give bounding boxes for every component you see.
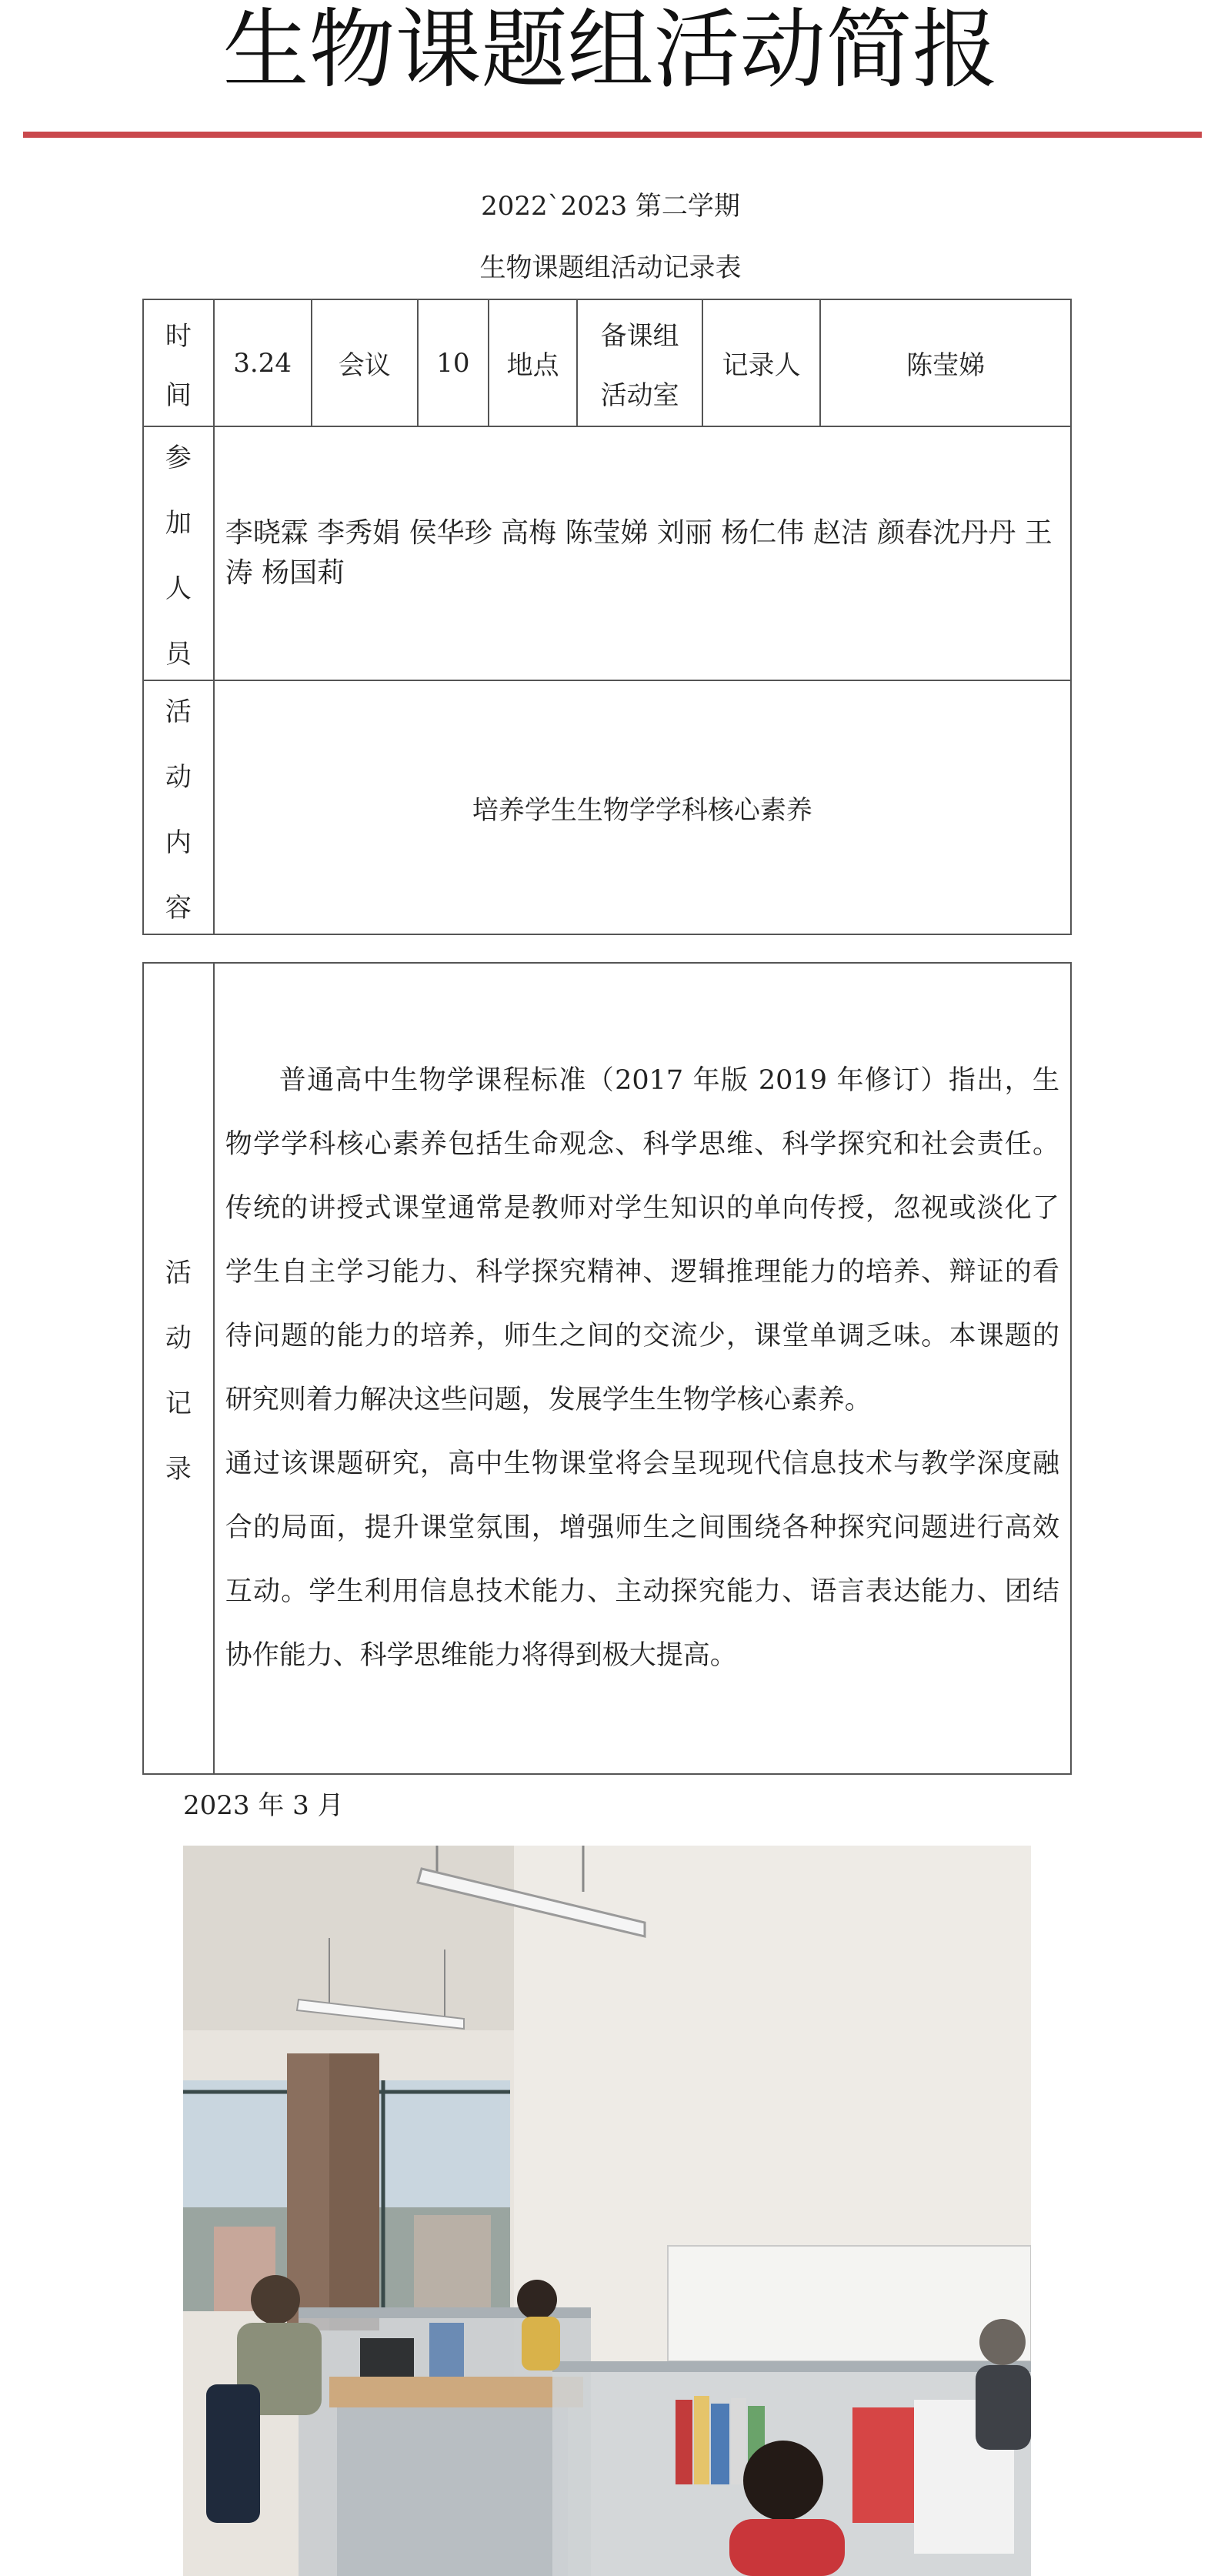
activity-record-row [143,963,1071,1774]
time-value: 3.24 [214,299,312,426]
title-divider [23,132,1202,138]
record-paragraph-1: 普通高中生物学课程标准（2017 年版 2019 年修订）指出，生物学学科核心素养包括生命观念、科学思维、科学探究和社会责任。传统的讲授式课堂通常是教师对学生知识的单向传授，忽视或淡化了学生自主学习能力、科学探究精神、逻辑推理能力的培养、辩证的看待问题的能力的培养，师生之间的交流少，课堂单调乏味。本课题的研究则着力解决这些问题，发展学生生物学核心素养。 [225,1065,1059,1415]
office-scene-image [183,1846,1031,2576]
participants-label: 参 加 人 员 [143,426,214,680]
record-date: 2023 年 3 月 [183,1790,344,1821]
recorder-label: 记录人 [702,299,820,426]
activity-record-text [214,963,1071,1774]
content-row [143,680,1071,934]
record-table [142,299,1072,935]
activity-record-table [142,962,1072,1775]
location-label: 地点 [489,299,578,426]
record-paragraph-2: 通过该课题研究，高中生物课堂将会呈现现代信息技术与教学深度融合的局面，提升课堂氛围，增强师生之间围绕各种探究问题进行高效互动。学生利用信息技术能力、主动探究能力、语言表达能力、团结协作能力、科学思维能力将得到极大提高。 [225,1448,1059,1671]
table-caption: 生物课题组活动记录表 [479,252,742,283]
participants-list: 李晓霖 李秀娟 侯华珍 高梅 陈莹娣 刘丽 杨仁伟 赵洁 颜春沈丹丹 王涛 杨国莉 [214,426,1071,680]
time-row [143,299,1071,426]
activity-record-label: 活 动 记 录 [143,963,214,1774]
page-title: 生物课题组活动简报 [222,0,999,100]
type-label: 会议 [312,299,419,426]
recorder-value: 陈莹娣 [820,299,1071,426]
content-label: 活 动 内 容 [143,680,214,934]
time-label: 时 间 [143,299,214,426]
location-value: 备课组 活动室 [577,299,702,426]
content-value: 培养学生生物学学科核心素养 [214,680,1071,934]
meeting-photo [183,1846,1031,2576]
semester-line: 2022`2023 第二学期 [481,191,740,222]
participants-row [143,426,1071,680]
type-value: 10 [418,299,489,426]
